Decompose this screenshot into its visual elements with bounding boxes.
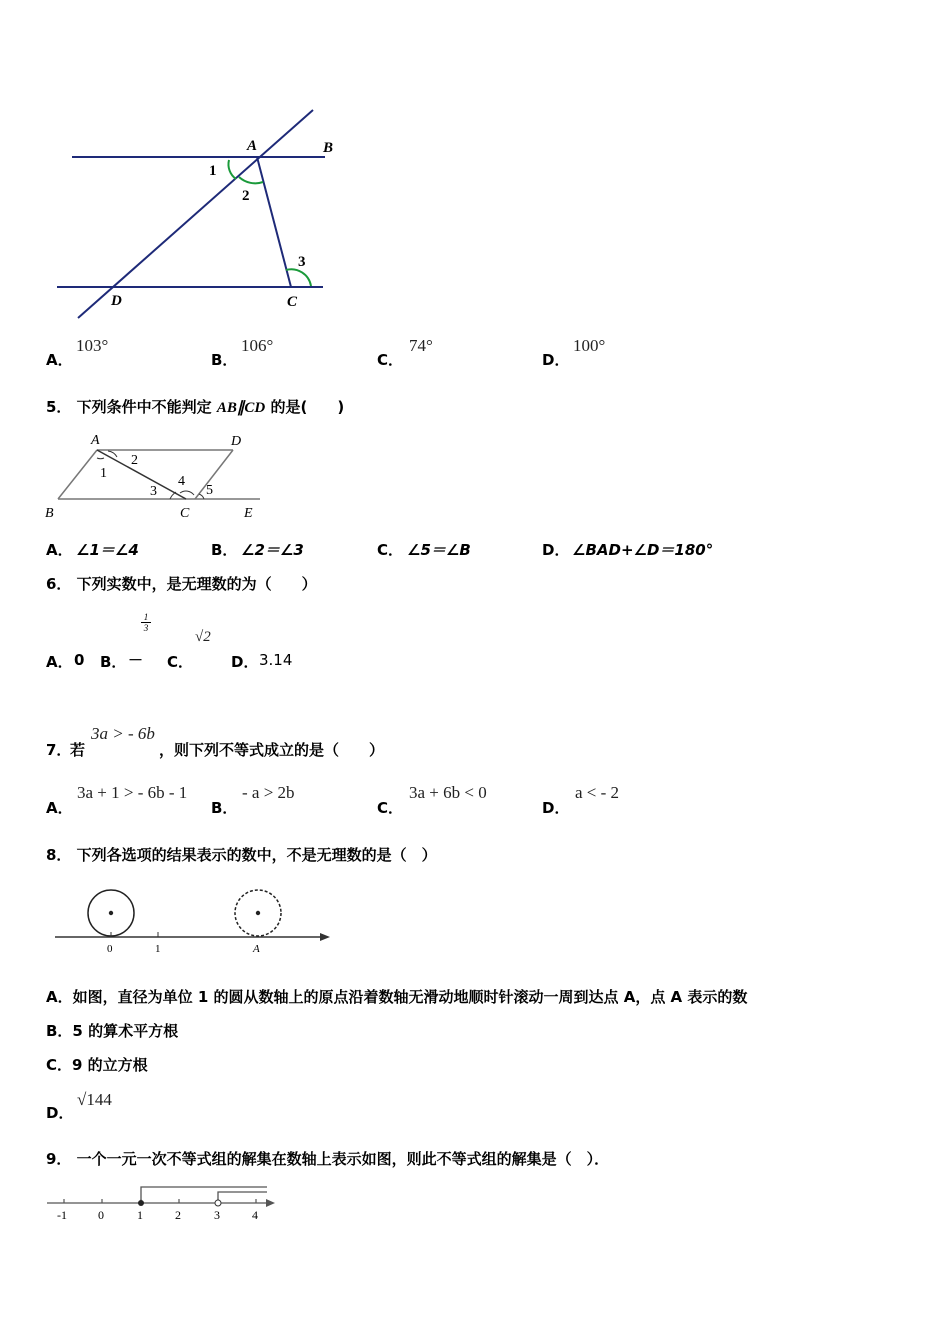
q5-option-b-value: ∠2＝∠3 bbox=[241, 541, 304, 559]
q6-option-b-letter: B． bbox=[100, 653, 127, 671]
circle-label-0: 0 bbox=[107, 943, 113, 955]
angle-2-label: 2 bbox=[242, 188, 250, 204]
q4-option-a-letter: A． bbox=[46, 351, 73, 369]
label-a: A bbox=[247, 138, 258, 154]
q9-stem-text: 一个一元一次不等式组的解集在数轴上表示如图，则此不等式组的解集是（ ）． bbox=[76, 1150, 610, 1168]
q8-number: 8． bbox=[46, 846, 72, 864]
q4-option-b-letter: B． bbox=[211, 351, 238, 369]
q4-option-d-value: 100° bbox=[573, 336, 606, 355]
q9-number: 9． bbox=[46, 1150, 72, 1168]
q5-stem-before: 下列条件中不能判定 bbox=[76, 398, 212, 416]
q7-option-c-value: 3a + 6b < 0 bbox=[409, 783, 487, 802]
q7-option-a-value: 3a + 1 > - 6b - 1 bbox=[77, 783, 188, 802]
parallel-lines-figure bbox=[50, 105, 350, 325]
p-label-b: B bbox=[45, 506, 54, 521]
q5-option-c-letter: C． bbox=[377, 541, 404, 559]
q7-option-b-letter: B． bbox=[211, 799, 238, 817]
p-label-d: D bbox=[231, 434, 242, 449]
solution-number-line bbox=[40, 1180, 280, 1225]
angle-1-arc bbox=[228, 160, 236, 179]
q5-stem bbox=[46, 396, 344, 417]
p-label-e: E bbox=[244, 506, 253, 521]
q5-number: 5． bbox=[46, 398, 72, 416]
q5-option-d-letter: D． bbox=[542, 541, 570, 559]
q4-option-c-letter: C． bbox=[377, 351, 404, 369]
q5-option-a-value: ∠1＝∠4 bbox=[76, 541, 139, 559]
circle-label-1: 1 bbox=[155, 943, 161, 955]
p-angle-2: 2 bbox=[131, 453, 138, 468]
p-angle-3: 3 bbox=[150, 484, 157, 499]
segment-ac bbox=[257, 157, 291, 287]
q6-frac-num: 1 bbox=[141, 612, 151, 623]
p-label-c: C bbox=[180, 506, 190, 521]
q5-option-b-letter: B． bbox=[211, 541, 238, 559]
p-angle-1: 1 bbox=[100, 466, 107, 481]
q8-option-c: C．9 的立方根 bbox=[46, 1056, 148, 1074]
q5-stem-after: 的是( ) bbox=[270, 398, 345, 416]
angle-1-label: 1 bbox=[209, 163, 217, 179]
tick-label-neg1: -1 bbox=[57, 1208, 67, 1222]
tick-label-1: 1 bbox=[137, 1208, 143, 1222]
q5-option-c-value: ∠5＝∠B bbox=[407, 541, 471, 559]
q8-option-b: B．5 的算术平方根 bbox=[46, 1022, 179, 1040]
q5-option-d-value: ∠BAD+∠D＝180° bbox=[572, 541, 714, 559]
q8-stem bbox=[46, 844, 437, 865]
tick-label-0: 0 bbox=[98, 1208, 104, 1222]
q7-stem-math: 3a > - 6b bbox=[91, 724, 155, 743]
q8-option-d-letter: D． bbox=[46, 1104, 74, 1122]
q7-stem-if: 若 bbox=[70, 741, 86, 759]
q6-option-a-letter: A． bbox=[46, 653, 73, 671]
q6-frac-den: 3 bbox=[143, 623, 149, 633]
circle-label-a: A bbox=[253, 943, 260, 955]
q7-option-b-value: - a > 2b bbox=[242, 783, 295, 802]
p-angle-4: 4 bbox=[178, 474, 185, 489]
q4-option-b-value: 106° bbox=[241, 336, 274, 355]
q9-stem bbox=[46, 1148, 609, 1169]
label-b: B bbox=[323, 140, 334, 156]
q7-option-a-letter: A． bbox=[46, 799, 73, 817]
q6-option-d-letter: D． bbox=[231, 653, 259, 671]
q8-stem-text: 下列各选项的结果表示的数中，不是无理数的是（ ） bbox=[76, 846, 437, 864]
rolling-circle-figure bbox=[50, 882, 335, 957]
q6-option-d-value: 3.14 bbox=[259, 651, 293, 669]
q5-option-a-letter: A． bbox=[46, 541, 73, 559]
q6-option-b-value: － bbox=[128, 651, 144, 669]
q4-option-d-letter: D． bbox=[542, 351, 570, 369]
label-c: C bbox=[287, 294, 298, 310]
p-label-a: A bbox=[91, 433, 100, 448]
p-angle-5: 5 bbox=[206, 483, 213, 498]
parallelogram-figure bbox=[40, 428, 270, 523]
q6-stem-text: 下列实数中，是无理数的为（ ） bbox=[76, 575, 317, 593]
q7-stem-after: ，则下列不等式成立的是（ ） bbox=[159, 741, 385, 759]
q6-option-b-fraction bbox=[141, 612, 151, 633]
q4-option-c-value: 74° bbox=[409, 336, 433, 355]
angle-3-label: 3 bbox=[298, 254, 306, 270]
q7-option-d-letter: D． bbox=[542, 799, 570, 817]
q6-option-c-letter: C． bbox=[167, 653, 194, 671]
q6-number: 6． bbox=[46, 575, 72, 593]
q6-stem bbox=[46, 573, 317, 594]
q5-stem-math: AB∥CD bbox=[216, 400, 266, 416]
tick-label-2: 2 bbox=[175, 1208, 181, 1222]
tick-label-4: 4 bbox=[252, 1208, 258, 1222]
q8-option-d-value: √144 bbox=[77, 1090, 112, 1109]
tick-label-3: 3 bbox=[214, 1208, 220, 1222]
q6-option-c-value: √2 bbox=[195, 629, 211, 645]
label-d: D bbox=[111, 293, 122, 309]
angle-2-arc bbox=[239, 177, 263, 183]
q8-option-a: A．如图，直径为单位 1 的圆从数轴上的原点沿着数轴无滑动地顺时针滚动一周到达点 A，点 A 表示的数 bbox=[46, 988, 748, 1006]
q7-option-c-letter: C． bbox=[377, 799, 404, 817]
q4-option-a-value: 103° bbox=[76, 336, 109, 355]
q6-option-a-value: 0 bbox=[74, 651, 85, 669]
q7-number: 7． bbox=[46, 741, 72, 759]
q7-option-d-value: a < - 2 bbox=[575, 783, 620, 802]
